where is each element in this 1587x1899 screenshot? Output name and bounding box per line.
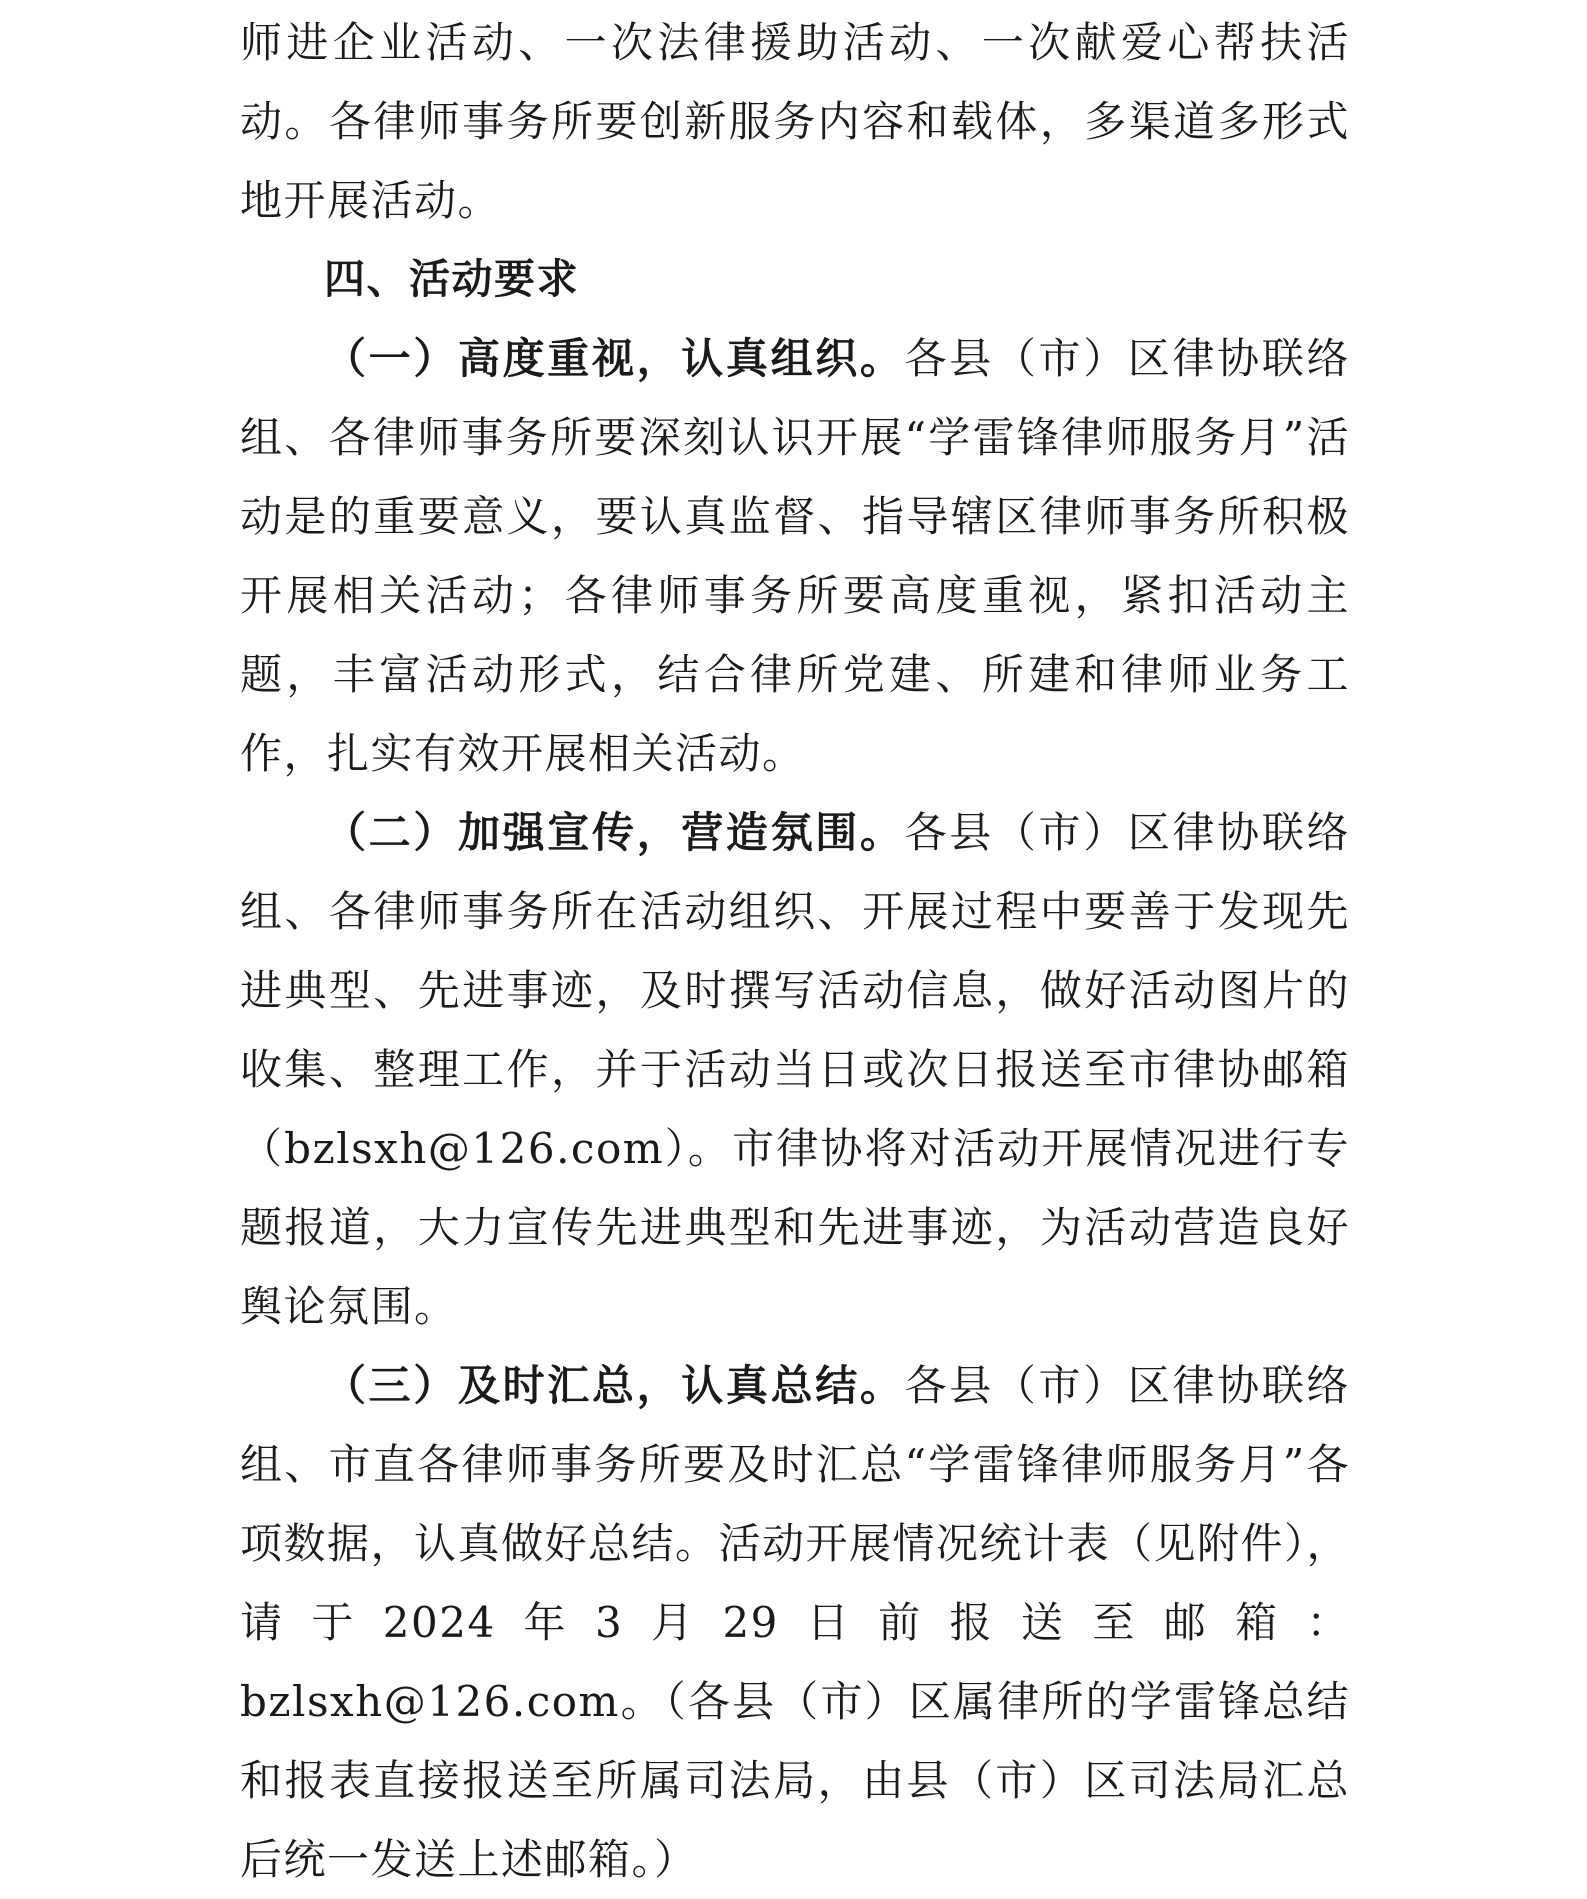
section-heading: 四、活动要求	[324, 255, 579, 303]
requirement-item-1-body: 各县（市）区律协联络组、各律师事务所要深刻认识开展“学雷锋律师服务月”活动是的重要意义，要认真监督、指导辖区律师事务所积极开展相关活动；各律师事务所要高度重视，紧扣活动主题，丰富活动形式，结合律所党建、所建和律师业务工作，扎实有效开展相关活动。	[240, 334, 1350, 778]
requirement-item-2	[240, 793, 1350, 1346]
document-body	[240, 0, 1350, 1899]
requirement-item-1	[240, 319, 1350, 793]
requirement-item-3	[240, 1346, 1350, 1899]
requirement-item-1-lead: （一）高度重视，认真组织。	[324, 334, 905, 383]
intro-paragraph	[240, 3, 1350, 240]
requirement-item-2-lead: （二）加强宣传，营造氛围。	[324, 808, 905, 857]
requirement-item-3-lead: （三）及时汇总，认真总结。	[324, 1361, 905, 1410]
intro-text: 师进企业活动、一次法律援助活动、一次献爱心帮扶活动。各律师事务所要创新服务内容和载体，多渠道多形式地开展活动。	[240, 18, 1350, 225]
requirement-item-3-body: 各县（市）区律协联络组、市直各律师事务所要及时汇总“学雷锋律师服务月”各项数据，认真做好总结。活动开展情况统计表（见附件），请于2024年3月29日前报送至邮箱：bzlsxh@126.com。（各县（市）区属律所的学雷锋总结和报表直接报送至所属司法局，由县（市）区司法局汇总后统一发送上述邮箱。）	[240, 1361, 1351, 1884]
requirement-item-2-body: 各县（市）区律协联络组、各律师事务所在活动组织、开展过程中要善于发现先进典型、先进事迹，及时撰写活动信息，做好活动图片的收集、整理工作，并于活动当日或次日报送至市律协邮箱（bzlsxh@126.com）。市律协将对活动开展情况进行专题报道，大力宣传先进典型和先进事迹，为活动营造良好舆论氛围。	[240, 808, 1350, 1331]
